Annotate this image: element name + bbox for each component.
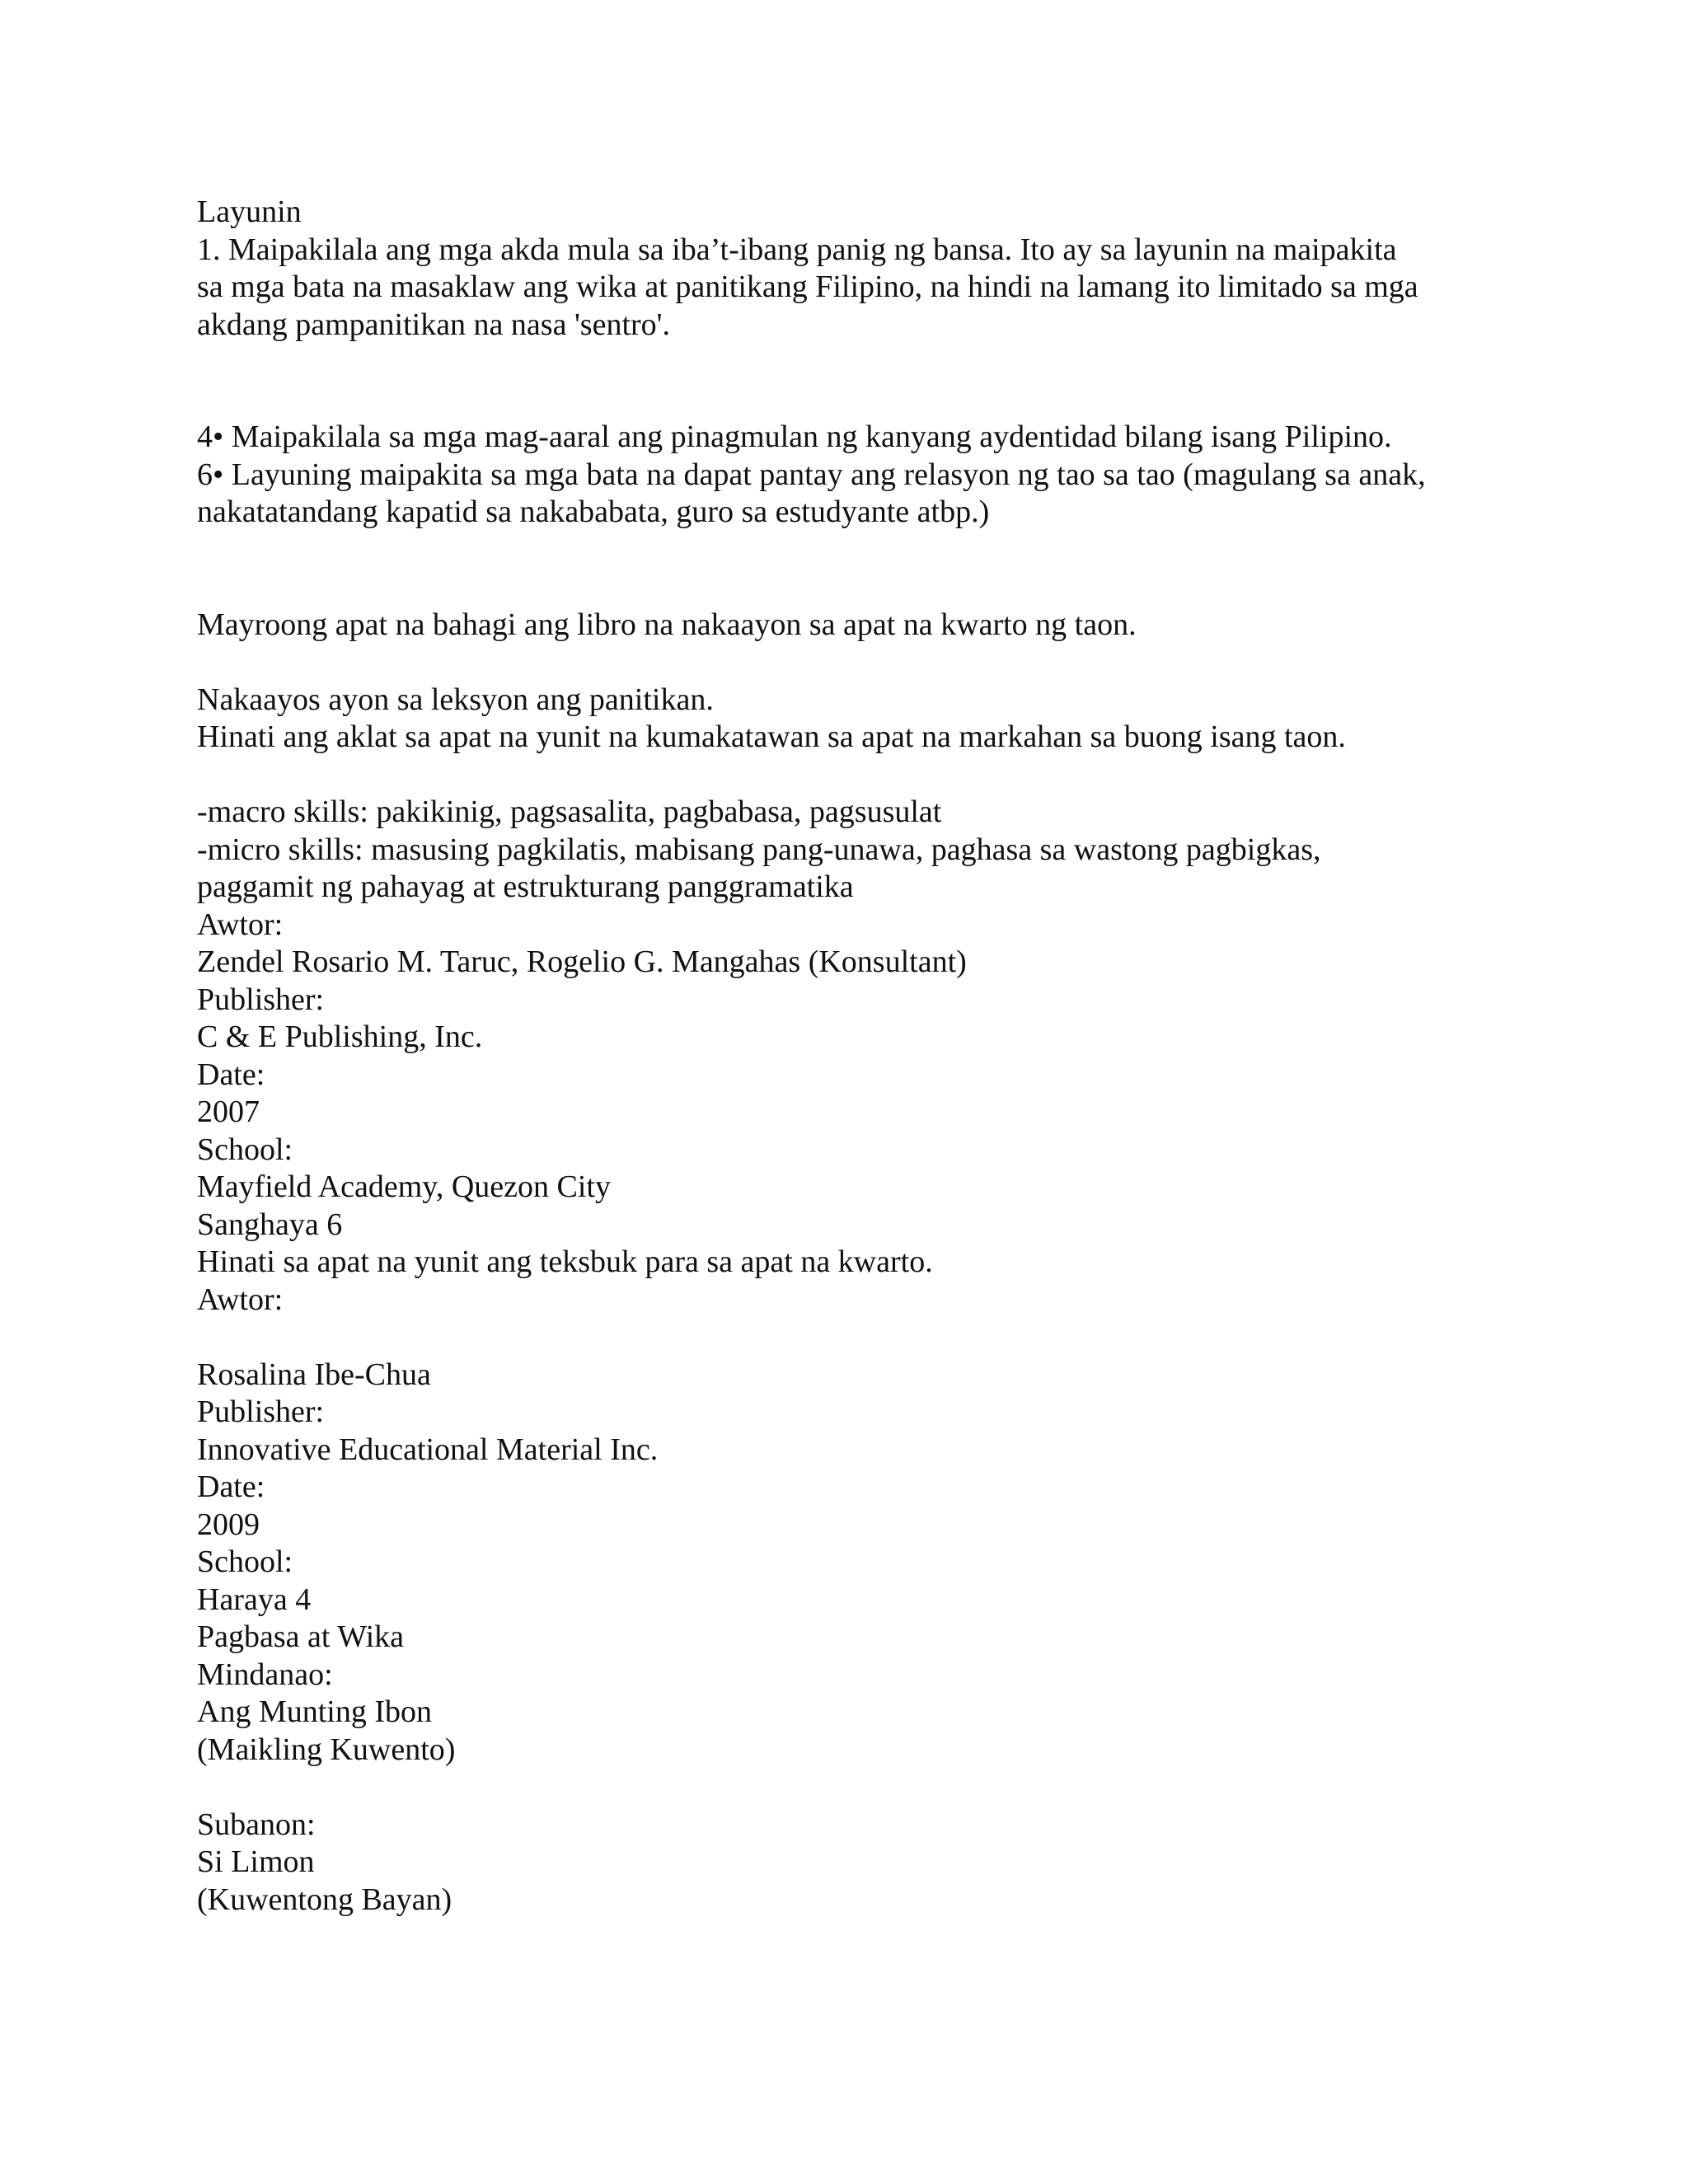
book1-author-label: Awtor: bbox=[197, 907, 284, 942]
heading: Layunin bbox=[197, 194, 302, 229]
book3-subtitle: Pagbasa at Wika bbox=[197, 1619, 405, 1654]
arrangement-line-2: Hinati ang aklat sa apat na yunit na kumakatawan sa apat na markahan sa buong isang taon. bbox=[197, 719, 1346, 754]
book2-publisher-label: Publisher: bbox=[197, 1394, 325, 1429]
arrangement-line-1: Nakaayos ayon sa leksyon ang panitikan. bbox=[197, 682, 714, 717]
spacer bbox=[197, 344, 1549, 419]
spacer bbox=[197, 757, 1549, 794]
book2-author-label: Awtor: bbox=[197, 1282, 284, 1317]
book1-publisher: C & E Publishing, Inc. bbox=[197, 1019, 483, 1054]
book2-date-label: Date: bbox=[197, 1469, 265, 1504]
region2-label: Subanon: bbox=[197, 1807, 316, 1842]
document-page bbox=[197, 194, 1549, 1919]
book2-date: 2009 bbox=[197, 1507, 260, 1542]
book1-date-label: Date: bbox=[197, 1057, 265, 1092]
book1-author: Zendel Rosario M. Taruc, Rogelio G. Mangahas (Konsultant) bbox=[197, 944, 967, 979]
book2-publisher: Innovative Educational Material Inc. bbox=[197, 1432, 659, 1467]
book1-school-label: School: bbox=[197, 1132, 293, 1167]
spacer bbox=[197, 532, 1549, 607]
story2-title: Si Limon bbox=[197, 1844, 315, 1879]
book3-title: Haraya 4 bbox=[197, 1582, 312, 1617]
micro-skills-line-1: -micro skills: masusing pagkilatis, mabisang pang-unawa, paghasa sa wastong pagbigkas, bbox=[197, 832, 1321, 867]
region-label: Mindanao: bbox=[197, 1657, 333, 1692]
macro-skills: -macro skills: pakikinig, pagsasalita, pagbabasa, pagsusulat bbox=[197, 794, 942, 829]
book2-description: Hinati sa apat na yunit ang teksbuk para sa apat na kwarto. bbox=[197, 1244, 933, 1279]
goal-1-line-1: 1. Maipakilala ang mga akda mula sa iba’t-ibang panig ng bansa. Ito ay sa layunin na maipakita bbox=[197, 232, 1397, 267]
book1-publisher-label: Publisher: bbox=[197, 982, 325, 1017]
goal-1-line-2: sa mga bata na masaklaw ang wika at panitikang Filipino, na hindi na lamang ito limitado sa mga bbox=[197, 269, 1418, 304]
spacer bbox=[197, 1319, 1549, 1357]
book2-title: Sanghaya 6 bbox=[197, 1207, 343, 1242]
story2-type: (Kuwentong Bayan) bbox=[197, 1882, 452, 1917]
book2-school-label: School: bbox=[197, 1544, 293, 1579]
spacer bbox=[197, 1769, 1549, 1807]
book-parts: Mayroong apat na bahagi ang libro na nakaayon sa apat na kwarto ng taon. bbox=[197, 607, 1137, 642]
book2-author: Rosalina Ibe-Chua bbox=[197, 1357, 431, 1392]
book1-school: Mayfield Academy, Quezon City bbox=[197, 1169, 611, 1204]
spacer bbox=[197, 644, 1549, 682]
book1-date: 2007 bbox=[197, 1094, 260, 1129]
story-title: Ang Munting Ibon bbox=[197, 1694, 432, 1729]
goal-6-line-1: 6• Layuning maipakita sa mga bata na dapat pantay ang relasyon ng tao sa tao (magulang sa anak, bbox=[197, 457, 1426, 492]
micro-skills-line-2: paggamit ng pahayag at estrukturang panggramatika bbox=[197, 869, 854, 904]
story-type: (Maikling Kuwento) bbox=[197, 1732, 456, 1767]
goal-1-line-3: akdang pampanitikan na nasa 'sentro'. bbox=[197, 307, 671, 342]
goal-6-line-2: nakatatandang kapatid sa nakababata, guro sa estudyante atbp.) bbox=[197, 494, 990, 529]
goal-4: 4• Maipakilala sa mga mag-aaral ang pinagmulan ng kanyang aydentidad bilang isang Pilipino. bbox=[197, 419, 1392, 454]
